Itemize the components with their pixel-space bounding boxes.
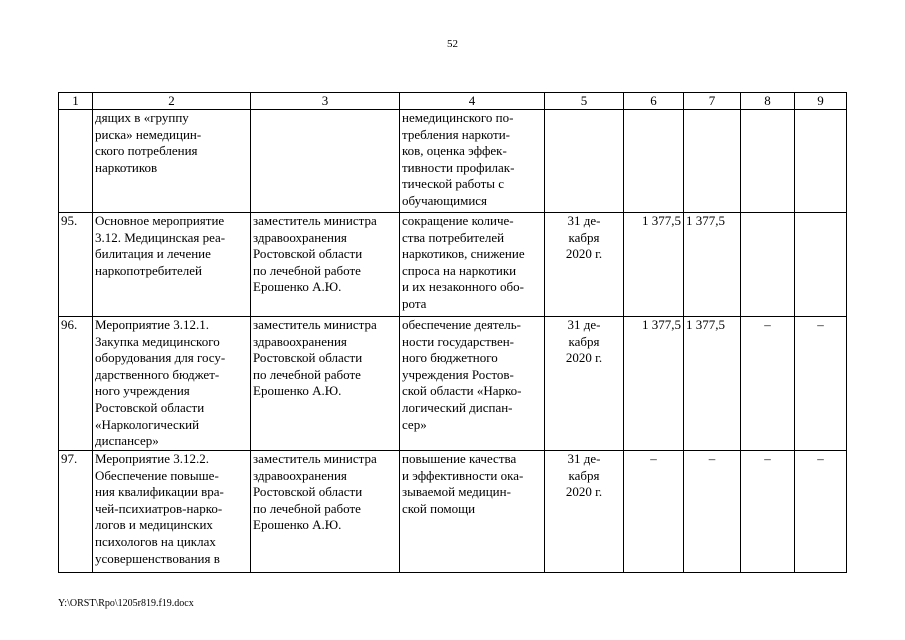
- responsible-cell: [251, 110, 400, 213]
- cell-line: обучающимися: [402, 192, 488, 208]
- value-cell-7: 1 377,5: [684, 317, 741, 451]
- col-header-5: 5: [545, 93, 624, 110]
- value-cell-7: 1 377,5: [684, 213, 741, 317]
- result-cell: [400, 110, 545, 213]
- activity-cell: [93, 213, 251, 317]
- cell-line: Мероприятие 3.12.1.: [95, 317, 209, 332]
- value-cell-8: [741, 213, 795, 317]
- col-header-6: 6: [624, 93, 684, 110]
- value-cell-9: –: [795, 451, 847, 573]
- cell-line: ской области «Нарко-: [402, 383, 522, 399]
- cell-line: сокращение количе-: [402, 213, 514, 228]
- cell-line: рота: [402, 295, 427, 311]
- cell-line: по лечебной работе: [253, 500, 361, 516]
- cell-line: тической работы с: [402, 176, 505, 192]
- responsible-cell: [251, 317, 400, 451]
- table-row: [59, 213, 847, 317]
- cell-line: зываемой медицин-: [402, 484, 511, 500]
- row-number-cell: 95.: [59, 213, 93, 317]
- cell-line: наркотиков, снижение: [402, 246, 525, 262]
- activities-table: [58, 92, 847, 573]
- file-path: Y:\ORST\Rpo\1205r819.f19.docx: [58, 598, 194, 609]
- cell-line: ного бюджетного: [402, 350, 498, 366]
- col-header-4: 4: [400, 93, 545, 110]
- cell-line: ков, оценка эффек-: [402, 143, 507, 159]
- value-cell-8: [741, 110, 795, 213]
- cell-line: Ростовской области: [253, 246, 363, 262]
- cell-line: билитация и лечение: [95, 246, 211, 262]
- cell-line: заместитель министра: [253, 317, 377, 332]
- responsible-cell: [251, 213, 400, 317]
- value-cell-9: [795, 213, 847, 317]
- cell-line: Ерошенко А.Ю.: [253, 383, 342, 399]
- cell-line: 31 де-: [567, 317, 601, 332]
- cell-line: логический диспан-: [402, 399, 513, 415]
- cell-line: ного учреждения: [95, 383, 190, 399]
- cell-line: чей-психиатров-нарко-: [95, 500, 223, 516]
- row-number-cell: 97.: [59, 451, 93, 573]
- cell-line: обеспечение деятель-: [402, 317, 522, 332]
- cell-line: усовершенствования в: [95, 550, 220, 566]
- cell-line: «Наркологический: [95, 416, 200, 432]
- cell-line: 2020 г.: [565, 246, 603, 262]
- col-header-2: 2: [93, 93, 251, 110]
- header-row: [59, 93, 847, 110]
- cell-line: дарственного бюджет-: [95, 366, 220, 382]
- cell-line: заместитель министра: [253, 451, 377, 466]
- cell-line: здравоохранения: [253, 467, 347, 483]
- cell-line: заместитель министра: [253, 213, 377, 228]
- value-cell-6: –: [624, 451, 684, 573]
- cell-line: наркотиков: [95, 159, 158, 175]
- row-number-cell: 96.: [59, 317, 93, 451]
- value-cell-6: [624, 110, 684, 213]
- activity-cell: [93, 110, 251, 213]
- deadline-cell: [545, 317, 624, 451]
- col-header-7: 7: [684, 93, 741, 110]
- cell-line: Ростовской области: [253, 484, 363, 500]
- cell-line: повышение качества: [402, 451, 517, 466]
- deadline-cell: [545, 451, 624, 573]
- cell-line: Ростовской области: [253, 350, 363, 366]
- cell-line: Основное мероприятие: [95, 213, 225, 228]
- table-row: [59, 110, 847, 213]
- cell-line: логов и медицинских: [95, 517, 213, 533]
- cell-line: и их незаконного обо-: [402, 279, 524, 295]
- cell-line: Ерошенко А.Ю.: [253, 517, 342, 533]
- table-row: [59, 317, 847, 451]
- cell-line: Закупка медицинского: [95, 333, 220, 349]
- result-cell: [400, 213, 545, 317]
- cell-line: учреждения Ростов-: [402, 366, 514, 382]
- cell-line: риска» немедицин-: [95, 126, 202, 142]
- cell-line: Мероприятие 3.12.2.: [95, 451, 209, 466]
- row-number-cell: [59, 110, 93, 213]
- deadline-cell: [545, 110, 624, 213]
- cell-line: 2020 г.: [565, 484, 603, 500]
- cell-line: ства потребителей: [402, 229, 505, 245]
- cell-line: ния квалификации вра-: [95, 484, 224, 500]
- cell-line: психологов на циклах: [95, 533, 216, 549]
- cell-line: требления наркоти-: [402, 126, 510, 142]
- cell-line: кабря: [568, 229, 600, 245]
- cell-line: спроса на наркотики: [402, 262, 517, 278]
- page-number: 52: [447, 38, 458, 50]
- deadline-cell: [545, 213, 624, 317]
- cell-line: 3.12. Медицинская реа-: [95, 229, 226, 245]
- cell-line: Ростовской области: [95, 399, 205, 415]
- value-cell-7: [684, 110, 741, 213]
- cell-line: ской помощи: [402, 500, 476, 516]
- cell-line: оборудования для госу-: [95, 350, 226, 366]
- value-cell-6: 1 377,5: [624, 317, 684, 451]
- cell-line: кабря: [568, 467, 600, 483]
- cell-line: тивности профилак-: [402, 159, 515, 175]
- col-header-8: 8: [741, 93, 795, 110]
- cell-line: здравоохранения: [253, 333, 347, 349]
- cell-line: ского потребления: [95, 143, 198, 159]
- col-header-9: 9: [795, 93, 847, 110]
- value-cell-9: –: [795, 317, 847, 451]
- value-cell-8: –: [741, 317, 795, 451]
- cell-line: и эффективности ока-: [402, 467, 524, 483]
- cell-line: дящих в «группу: [95, 110, 189, 125]
- cell-line: диспансер»: [95, 433, 159, 449]
- responsible-cell: [251, 451, 400, 573]
- cell-line: 2020 г.: [565, 350, 603, 366]
- cell-line: по лечебной работе: [253, 262, 361, 278]
- table-row: [59, 451, 847, 573]
- cell-line: 31 де-: [567, 213, 601, 228]
- value-cell-8: –: [741, 451, 795, 573]
- col-header-1: 1: [59, 93, 93, 110]
- value-cell-7: –: [684, 451, 741, 573]
- cell-line: здравоохранения: [253, 229, 347, 245]
- cell-line: ности государствен-: [402, 333, 515, 349]
- cell-line: 31 де-: [567, 451, 601, 466]
- cell-line: Обеспечение повыше-: [95, 467, 219, 483]
- value-cell-6: 1 377,5: [624, 213, 684, 317]
- result-cell: [400, 451, 545, 573]
- cell-line: Ерошенко А.Ю.: [253, 279, 342, 295]
- result-cell: [400, 317, 545, 451]
- cell-line: кабря: [568, 333, 600, 349]
- activity-cell: [93, 451, 251, 573]
- cell-line: по лечебной работе: [253, 366, 361, 382]
- value-cell-9: [795, 110, 847, 213]
- col-header-3: 3: [251, 93, 400, 110]
- cell-line: сер»: [402, 416, 427, 432]
- cell-line: немедицинского по-: [402, 110, 514, 125]
- cell-line: наркопотребителей: [95, 262, 203, 278]
- activity-cell: [93, 317, 251, 451]
